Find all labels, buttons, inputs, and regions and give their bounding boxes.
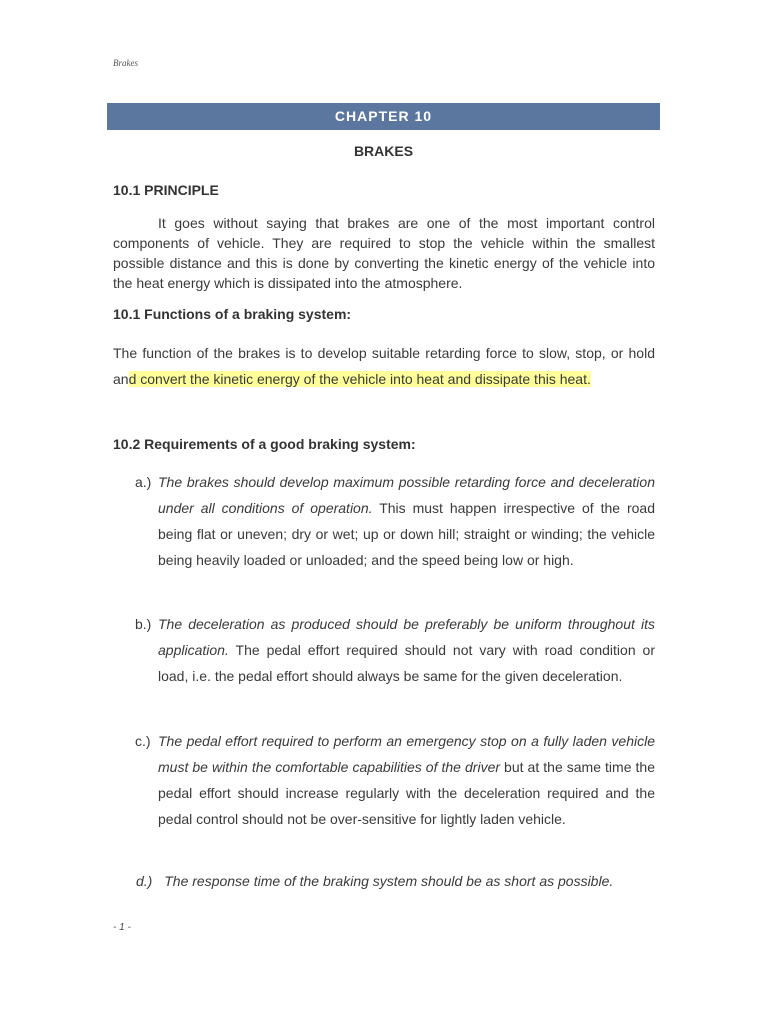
section-heading-functions: 10.1 Functions of a braking system: xyxy=(113,306,352,322)
list-item-body xyxy=(158,728,655,832)
list-item-text: This must happen irrespective of the road being flat or uneven; dry or wet; up or down hill; straight or winding; the vehicle being heavily loaded or unloaded; and the speed being low or high. xyxy=(158,500,655,568)
list-marker: c.) xyxy=(135,733,151,749)
section-heading-requirements: 10.2 Requirements of a good braking system: xyxy=(113,436,416,452)
list-item-text: The pedal effort required should not vary with road condition or load, i.e. the pedal effort should always be same for the given deceleration. xyxy=(158,642,655,684)
list-item-text: but at the same time the pedal effort should increase regularly with the deceleration required and the pedal control should not be over-sensitive for lightly laden vehicle. xyxy=(158,759,655,827)
section-heading-principle: 10.1 PRINCIPLE xyxy=(113,182,219,198)
list-marker: d.) xyxy=(136,873,153,889)
list-item-body xyxy=(158,469,655,573)
running-header: Brakes xyxy=(113,58,138,68)
list-item-emphasis: The pedal effort required to perform an emergency stop on a fully laden vehicle must be within the comfortable capabilities of the driver xyxy=(158,733,655,775)
list-item xyxy=(113,611,655,689)
functions-paragraph xyxy=(113,341,655,392)
page-number: - 1 - xyxy=(113,922,131,933)
chapter-banner: CHAPTER 10 xyxy=(107,103,660,130)
chapter-title: BRAKES xyxy=(353,143,414,159)
principle-paragraph: It goes without saying that brakes are one of the most important control components of vehicle. They are required to stop the vehicle within the smallest possible distance and this is done by converting the kinetic energy of the vehicle into the heat energy which is dissipated into the atmosphere. xyxy=(113,215,655,291)
list-item-emphasis: The deceleration as produced should be preferably be uniform throughout its application. xyxy=(158,616,655,658)
list-item-emphasis: The brakes should develop maximum possible retarding force and deceleration under all conditions of operation. xyxy=(158,474,655,516)
list-item-body xyxy=(158,611,655,689)
functions-text-plain: The function of the brakes is to develop suitable retarding force to slow, stop, or hold an xyxy=(113,345,655,387)
list-item xyxy=(113,728,655,832)
list-marker: a.) xyxy=(135,474,152,490)
list-marker: b.) xyxy=(135,616,152,632)
list-item xyxy=(113,469,655,573)
list-item xyxy=(136,873,613,889)
highlighted-text: d convert the kinetic energy of the vehicle into heat and dissipate this heat. xyxy=(128,370,591,387)
list-item-emphasis: The response time of the braking system should be as short as possible. xyxy=(164,873,614,889)
